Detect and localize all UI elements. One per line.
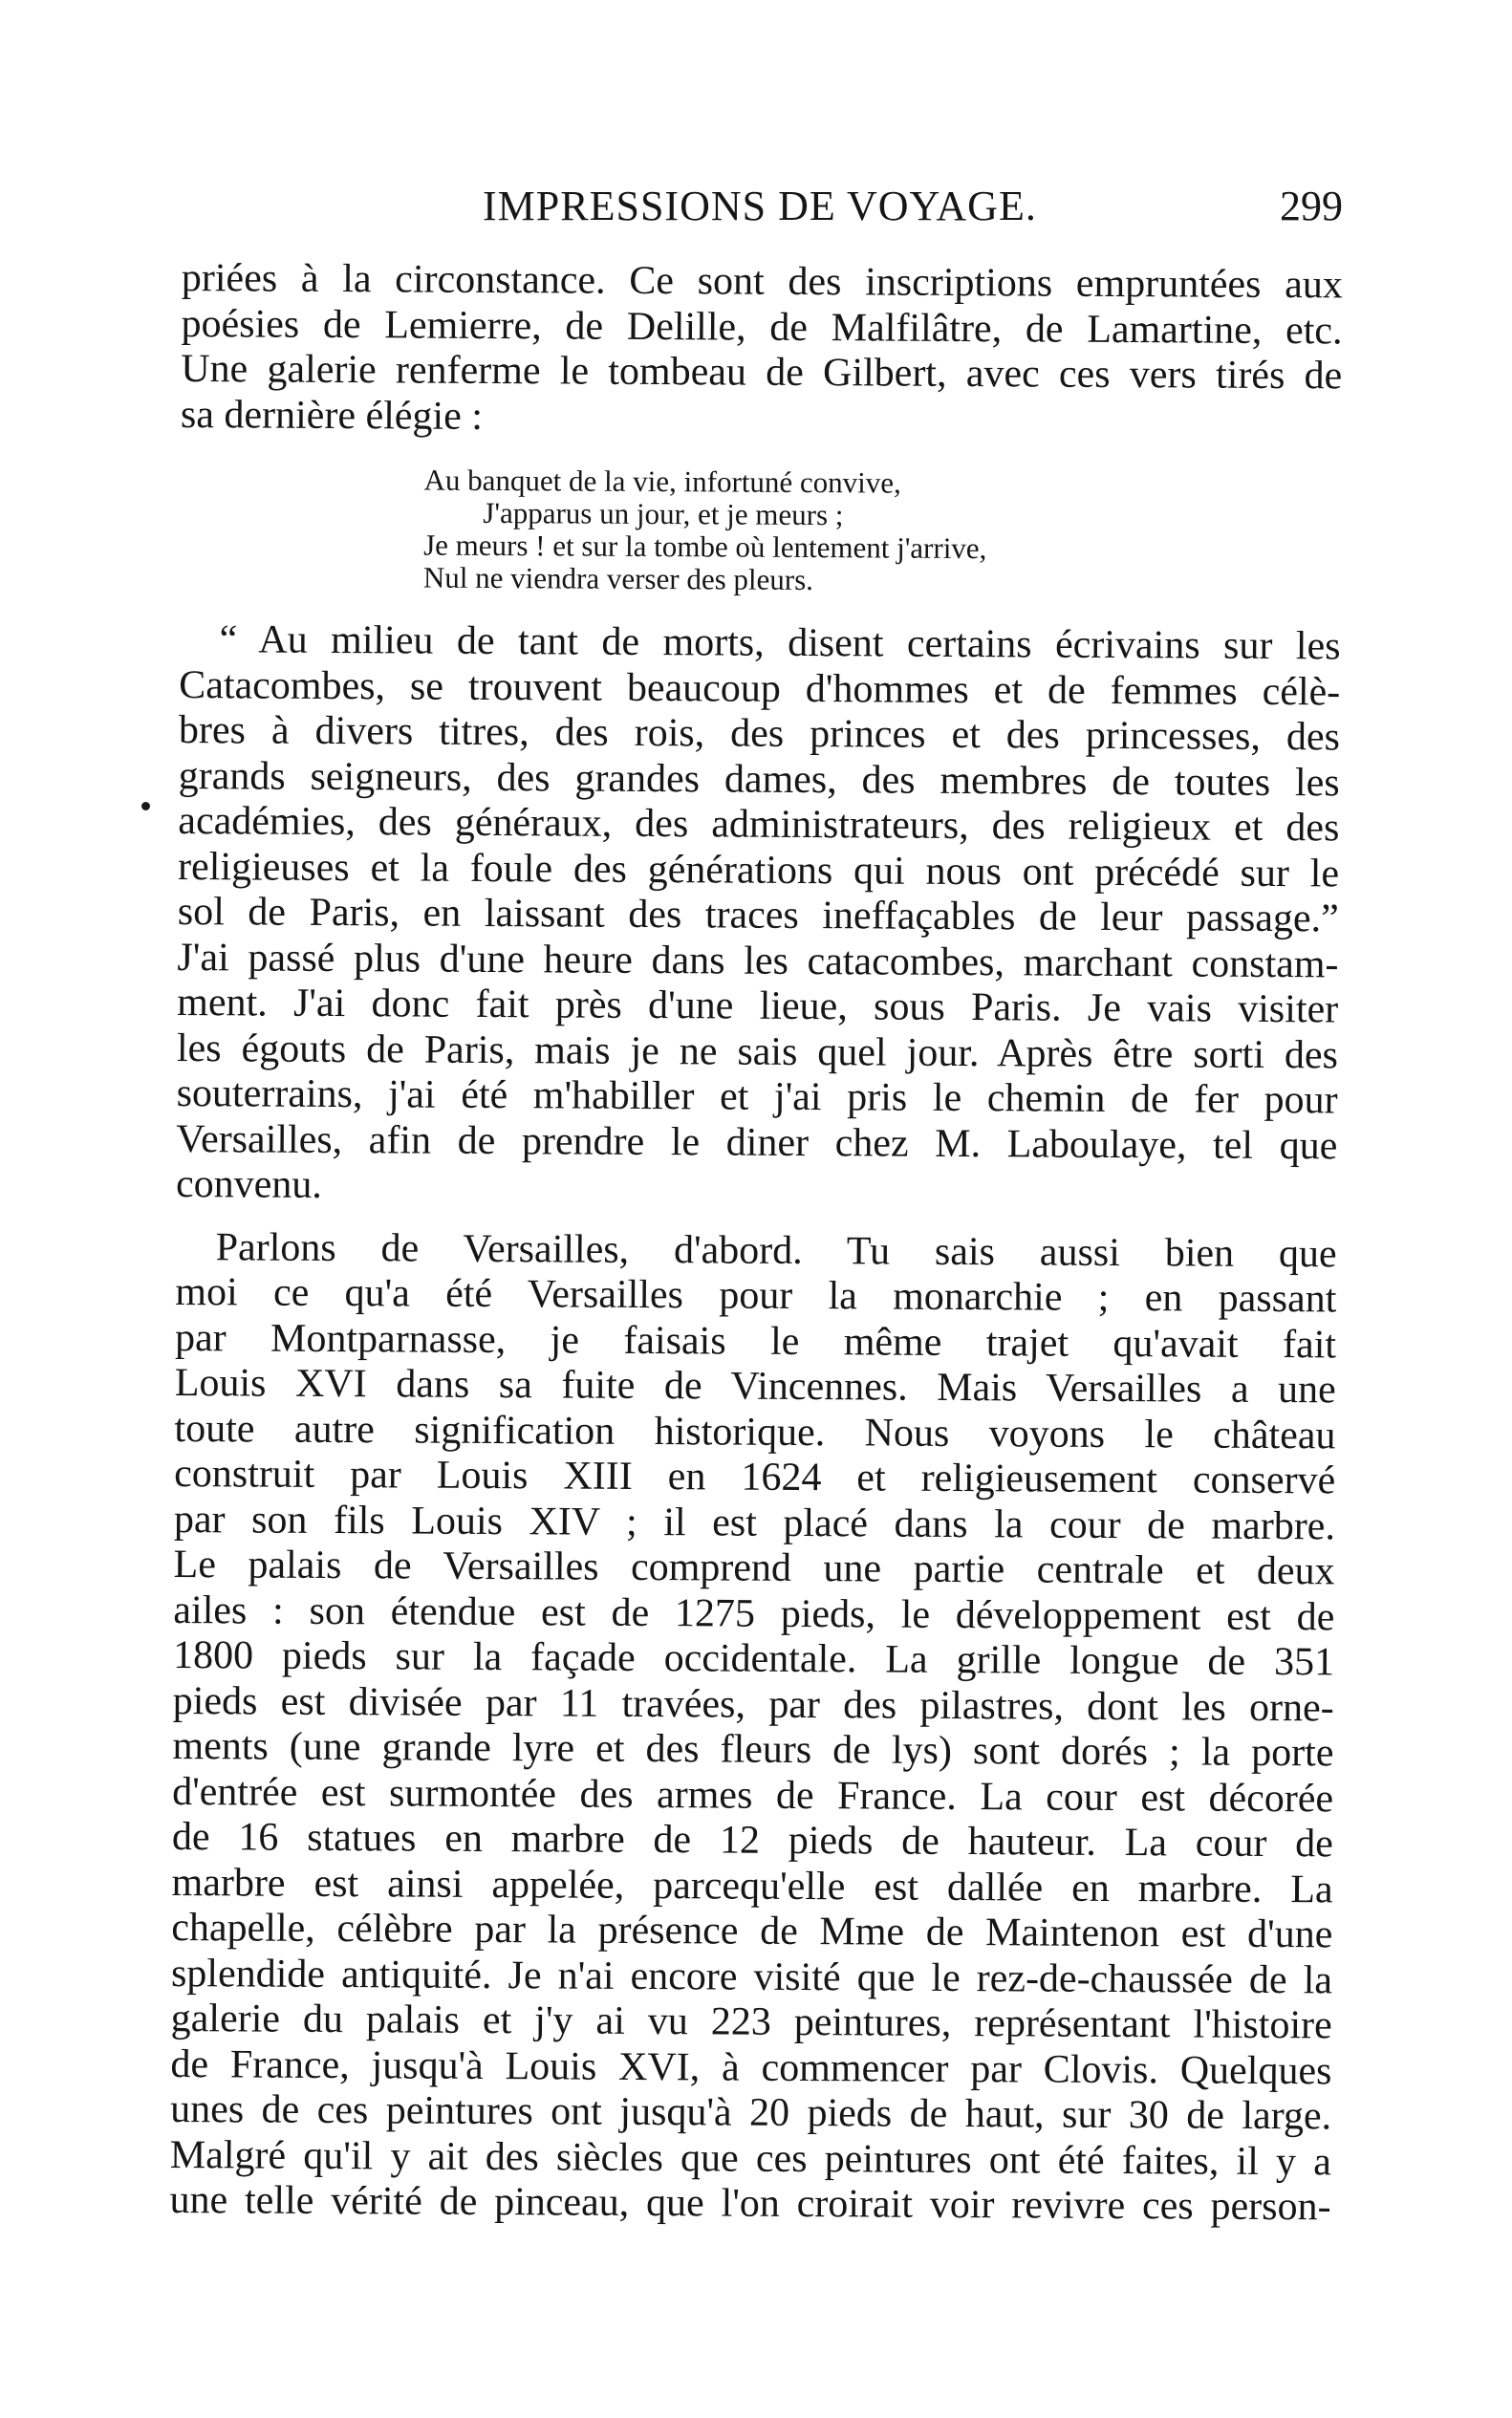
verse-line: Nul ne viendra verser des pleurs. <box>422 560 814 597</box>
running-title: IMPRESSIONS DE VOYAGE. <box>483 183 1037 229</box>
text-line: “ Au milieu de tant de morts, disent certains écrivains sur les <box>219 617 1341 669</box>
page-header <box>182 182 1343 239</box>
text-line: galerie du palais et j'y ai vu 223 peintures, représentant l'histoire <box>170 1996 1332 2048</box>
text-line: pieds est divisée par 11 travées, par des pilastres, dont les orne- <box>172 1678 1334 1730</box>
text-line: bres à divers titres, des rois, des princes et des princesses, des <box>178 707 1341 760</box>
body-text <box>169 256 1343 2231</box>
text-line: moi ce qu'a été Versailles pour la monarchie ; en passant <box>175 1269 1337 1322</box>
text-line: de 16 statues en marbre de 12 pieds de hauteur. La cour de <box>171 1814 1334 1867</box>
text-line: ment. J'ai donc fait près d'une lieue, sous Paris. Je vais visiter <box>177 980 1339 1032</box>
text-line: poésies de Lemierre, de Delille, de Malfilâtre, de Lamartine, etc. <box>181 301 1343 353</box>
text-line: Parlons de Versailles, d'abord. Tu sais aussi bien que <box>215 1224 1337 1276</box>
text-line: 1800 pieds sur la façade occidentale. La grille longue de 351 <box>172 1632 1335 1685</box>
text-line: priées à la circonstance. Ce sont des inscriptions empruntées aux <box>181 256 1343 308</box>
text-line: chapelle, célèbre par la présence de Mme de Maintenon est d'une <box>171 1905 1333 1957</box>
text-line: Catacombes, se trouvent beaucoup d'hommes et de femmes célè- <box>179 662 1341 714</box>
text-line: unes de ces peintures ont jusqu'à 20 pieds de haut, sur 30 de large. <box>170 2086 1332 2139</box>
text-line: grands seigneurs, des grandes dames, des membres de toutes les <box>178 753 1340 805</box>
text-line: ailes : son étendue est de 1275 pieds, le développement est de <box>173 1587 1335 1639</box>
paragraph-2 <box>176 617 1341 1215</box>
text-line: par son fils Louis XIV ; il est placé dans la cour de marbre. <box>173 1497 1336 1548</box>
text-line: de France, jusqu'à Louis XVI, à commencer par Clovis. Quelques <box>170 2041 1332 2093</box>
verse-line: Je meurs ! et sur la tombe où lentement j'arrive, <box>423 528 987 566</box>
text-line: par Montparnasse, je faisais le même trajet qu'avait fait <box>174 1315 1337 1367</box>
text-line: Malgré qu'il y ait des siècles que ces peintures ont été faites, il y a <box>169 2132 1331 2184</box>
text-line: académies, des généraux, des administrateurs, des religieux et des <box>178 798 1340 851</box>
text-line: Versailles, afin de prendre le diner chez M. Laboulaye, tel que <box>176 1116 1338 1168</box>
text-line: toute autre signification historique. Nous voyons le château <box>174 1406 1336 1457</box>
page-number: 299 <box>1280 183 1343 229</box>
paragraph-3 <box>169 1224 1336 2230</box>
text-line: convenu. <box>175 1161 323 1207</box>
text-line: marbre est ainsi appelée, parcequ'elle est dallée en marbre. La <box>171 1860 1333 1911</box>
text-line: construit par Louis XIII en 1624 et religieusement conservé <box>174 1451 1336 1503</box>
text-line: Une galerie renferme le tombeau de Gilbert, avec ces vers tirés de <box>181 346 1343 399</box>
text-line: sa dernière élégie : <box>180 392 484 439</box>
margin-mark <box>140 800 152 812</box>
paragraph-1 <box>181 256 1343 444</box>
text-line: les égouts de Paris, mais je ne sais quel jour. Après être sorti des <box>176 1025 1339 1077</box>
verse-line: Au banquet de la vie, infortuné convive, <box>423 463 901 500</box>
text-line: d'entrée est surmontée des armes de France. La cour est décorée <box>172 1769 1334 1821</box>
verse-quote <box>423 464 1342 600</box>
text-line: religieuses et la foule des générations qui nous ont précédé sur le <box>177 844 1340 896</box>
text-line: sol de Paris, en laissant des traces ineffaçables de leur passage.” <box>177 889 1339 941</box>
text-line: une telle vérité de pinceau, que l'on croirait voir revivre ces person- <box>169 2177 1331 2230</box>
text-line: Louis XVI dans sa fuite de Vincennes. Mais Versailles a une <box>174 1360 1336 1413</box>
text-line: souterrains, j'ai été m'habiller et j'ai pris le chemin de fer pour <box>176 1070 1338 1123</box>
text-line: J'ai passé plus d'une heure dans les catacombes, marchant constam- <box>177 935 1339 986</box>
verse-line: J'apparus un jour, et je meurs ; <box>483 495 844 532</box>
text-line: Le palais de Versailles comprend une partie centrale et deux <box>173 1542 1335 1594</box>
text-line: ments (une grande lyre et des fleurs de lys) sont dorés ; la porte <box>172 1723 1334 1776</box>
text-line: splendide antiquité. Je n'ai encore visité que le rez-de-chaussée de la <box>170 1951 1333 2002</box>
